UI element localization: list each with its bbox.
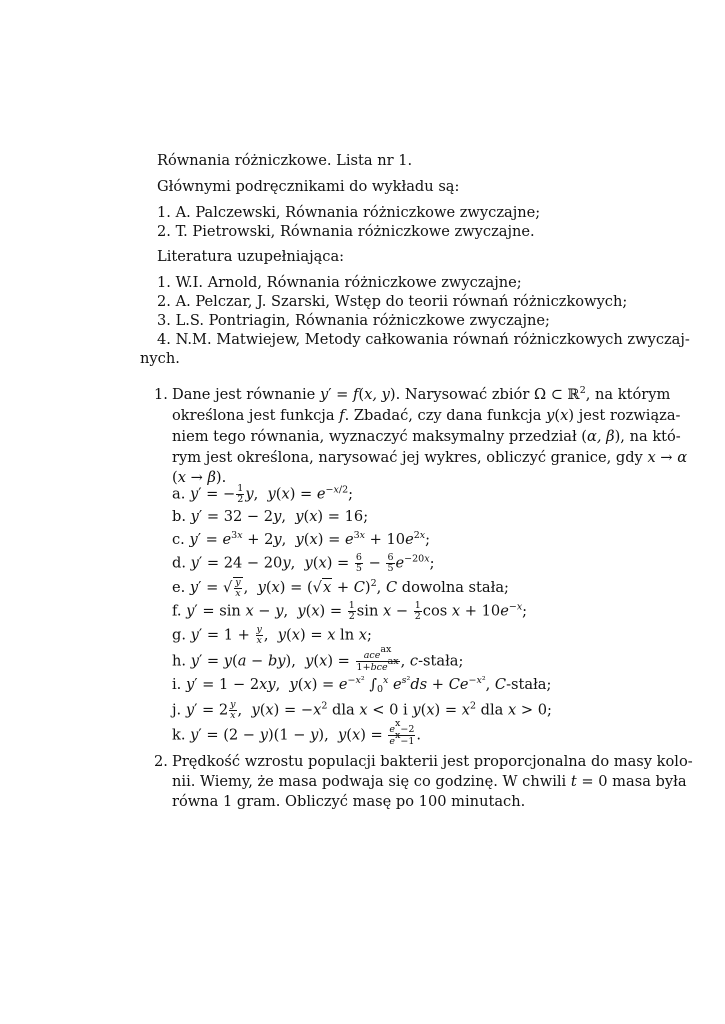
- supplementary-heading: Literatura uzupełniająca:: [157, 248, 345, 265]
- supplementary-item: 2. A. Pelczar, J. Szarski, Wstęp do teorii równań różniczkowych;: [157, 293, 628, 310]
- exercise-number: 1.: [154, 386, 168, 403]
- list-item: e. y′ = √ $\frac{y}{x}$ , $y(x) = (√x + C)^2$, C dowolna stała;: [172, 577, 509, 599]
- list-item: f. y′ = sin x − y, y(x) = $\frac{1}{2}$ sin x − $\frac{1}{2}$ $\cos x + 10e^{-x}$;: [172, 600, 528, 622]
- list-item: a. y′ = − $\frac{1}{2}$ y, $y(x) = e^{-x/2}$;: [172, 483, 354, 505]
- list-item: b. y′ = 32 − 2y, y(x) = 16;: [172, 508, 369, 525]
- main-textbook-item: 1. A. Palczewski, Równania różniczkowe zwyczajne;: [157, 204, 541, 221]
- list-item: g. y′ = 1 + $\frac{y}{x}$ , y(x) = x ln x;: [172, 624, 372, 646]
- list-item: i. y′ = 1 − 2xy, $y(x) = e^{-x^2}$ $\int_0^x$ $e^{s^2}ds + Ce^{-x^2}$, C-stała;: [172, 675, 552, 695]
- main-textbooks-heading: Głównymi podręcznikami do wykładu są:: [157, 178, 460, 195]
- main-textbook-item: 2. T. Pietrowski, Równania różniczkowe zwyczajne.: [157, 223, 535, 240]
- supplementary-item: 4. N.M. Matwiejew, Metody całkowania równań różniczkowych zwyczaj-: [157, 331, 690, 348]
- supplementary-item-continuation: nych.: [140, 350, 180, 367]
- list-item: j. y′ = 2 $\frac{y}{x}$ , $y(x) = -x^2$ dla x < 0 i $y(x) = x^2$ dla x > 0;: [172, 699, 552, 721]
- supplementary-item: 1. W.I. Arnold, Równania różniczkowe zwyczajne;: [157, 274, 522, 291]
- list-item: c. $y' = e^{3x} + 2y$, $y(x) = e^{3x} + 10e^{2x}$;: [172, 530, 431, 548]
- list-title: Równania różniczkowe. Lista nr 1.: [157, 152, 413, 169]
- list-item: k. y′ = (2 − y)(1 − y), y(x) = $\frac{e^x-2}{e^x-1}$ .: [172, 718, 422, 747]
- list-item: d. y′ = 24 − 20y, y(x) = $\frac{6}{5}$ − $\frac{6}{5}$ $e^{-20x}$;: [172, 552, 435, 574]
- document-page: Równania różniczkowe. Lista nr 1. Głównymi podręcznikami do wykładu są: 1. A. Palczewski, Równania różniczkowe zwyczajne; 2. T. Pietrowski, Równania różniczkowe zwyczajne. Literatura uzupełniająca: 1. W.I. Arnold, Równania różniczkowe zwyczajne; 2. A. Pelczar, J. Szarski, Wstęp do teorii równań różniczkowych; 3. L.S. Pontriagin, Równania różniczkowe zwyczajne; 4. N.M. Matwiejew, Metody całkowania równań różniczkowych zwyczaj- nych. 1. Dane jest równanie y′ = f(x, y). Narysować zbiór Ω ⊂ ℝ$^2$, na którym określona jest funkcja f. Zbadać, czy dana funkcja y(x) jest rozwiąza- niem tego równania, wyznaczyć maksymalny przedział (α, β), na któ- rym jest określona, narysować jej wykres, obliczyć granice, gdy x → α (x → β). a. y′ = − $\frac{1}{2}$ y, $y(x) = e^{-x/2}$; b. y′ = 32 − 2y, y(x) = 16; c. $y' = e^{3x} + 2y$, $y(x) = e^{3x} + 10e^{2x}$; d. y′ = 24 − 20y, y(x) = $\frac{6}{5}$ − $\frac{6}{5}$ $e^{-20x}$; e. y′ = √ $\frac{y}{x}$ , $y(x) = (√x + C)^2$, C dowolna stała; f. y′ = sin x − y, y(x) = $\frac{1}{2}$ sin x − $\frac{1}{2}$ $\cos x + 10e^{-x}$; g. y′ = 1 + $\frac{y}{x}$ , y(x) = x ln x; h. y′ = y(a − by), y(x) = ace$^{ax}$ 1+bce$^{ax}$ , c-stała; i. y′ = 1 − 2xy, $y(x) = e^{-x^2}$ $\int_0^x$ $e^{s^2}ds + Ce^{-x^2}$, C-stała; j. y′ = 2 $\frac{y}{x}$ , $y(x) = -x^2$ dla x < 0 i $y(x) = x^2$ dla x > 0; k. y′ = (2 − y)(1 − y), y(x) = $\frac{e^x-2}{e^x-1}$ . 2. Prędkość wzrostu populacji bakterii jest proporcjonalna do masy kolo- nii. Wiemy, że masa podwaja się co godzinę. W chwili t = 0 masa była równa 1 gram. Obliczyć masę po 100 minutach.: [140, 152, 693, 810]
- supplementary-item: 3. L.S. Pontriagin, Równania różniczkowe zwyczajne;: [157, 312, 550, 329]
- list-item: h. y′ = y(a − by), y(x) = ace$^{ax}$ 1+bce$^{ax}$ , c-stała;: [172, 644, 464, 673]
- exercise-number: 2.: [154, 753, 168, 770]
